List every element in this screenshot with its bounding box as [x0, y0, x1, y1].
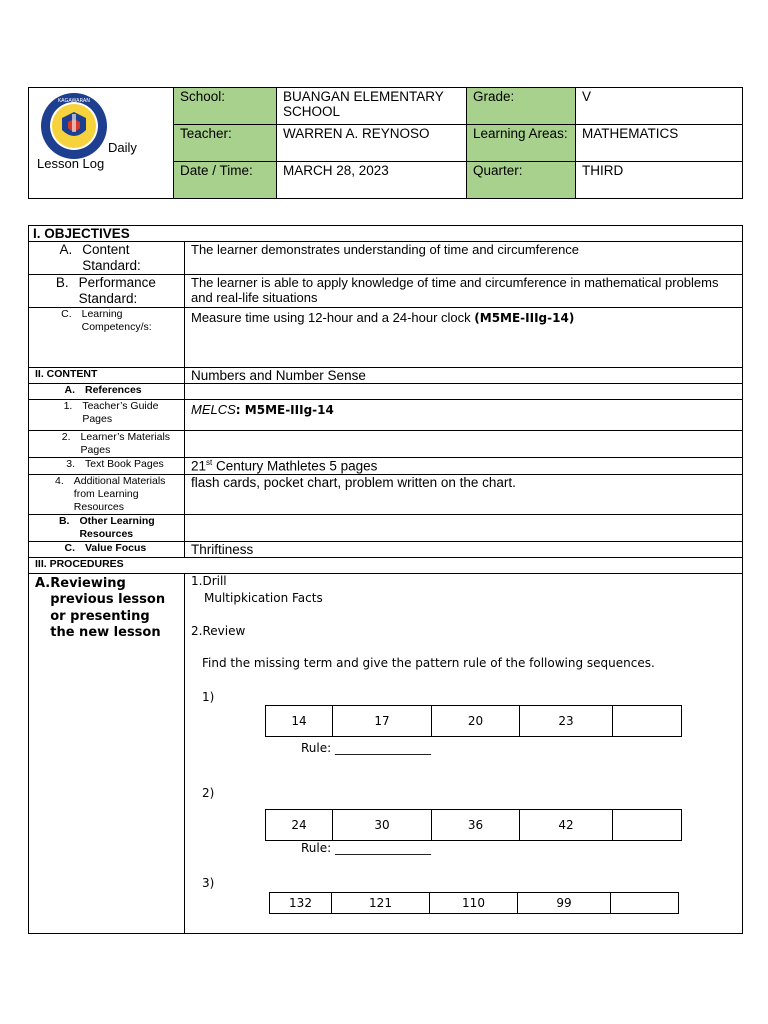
- content-value: Numbers and Number Sense: [185, 368, 743, 384]
- sequence-3-table: [269, 892, 679, 914]
- additional-materials-number: 4.: [55, 474, 64, 487]
- sequence-3-term-3: 110: [430, 892, 518, 913]
- deped-seal-logo: [40, 92, 108, 160]
- additional-materials-label: Additional Materials from Learning Resources: [73, 474, 166, 513]
- learning-competency-letter: C.: [61, 308, 72, 320]
- sequence-2-term-3: 36: [432, 809, 520, 840]
- textbook-pages-value-cell: [185, 458, 743, 475]
- date-label: Date / Time:: [174, 162, 277, 199]
- other-resources-label-cell: [29, 514, 185, 541]
- procedures-heading: III. PROCEDURES: [29, 557, 743, 573]
- learners-materials-number: 2.: [61, 431, 71, 443]
- learning-competency-label: Learning Competency/s:: [81, 308, 152, 333]
- grade-value: V: [576, 88, 743, 125]
- content-standard-label-cell: [29, 242, 185, 275]
- reviewing-lesson-letter: A.: [35, 575, 51, 591]
- lesson-plan-table: [28, 225, 743, 934]
- learning-areas-value: MATHEMATICS: [576, 125, 743, 162]
- references-value: [185, 384, 743, 400]
- sequence-2-term-1: 24: [266, 809, 333, 840]
- content-heading: II. CONTENT: [29, 368, 185, 384]
- sequence-2-label: 2): [202, 785, 215, 800]
- teachers-guide-value-code: : M5ME-IIIg-14: [235, 403, 334, 417]
- value-focus-label-cell: [29, 541, 185, 557]
- learning-competency-value: Measure time using 12-hour and a 24-hour clock: [191, 310, 475, 325]
- teacher-label: Teacher:: [174, 125, 277, 162]
- other-resources-value: [185, 514, 743, 541]
- learning-competency-label-cell: [29, 308, 185, 368]
- reviewing-lesson-label-cell: [29, 573, 185, 933]
- sequence-3-label: 3): [202, 875, 215, 890]
- textbook-pages-number: 3.: [66, 458, 75, 470]
- performance-standard-value: The learner is able to apply knowledge of time and circumference in mathematical problems and real-life situations: [185, 275, 743, 308]
- sequence-1-label: 1): [202, 689, 215, 704]
- sequence-1-term-4: 23: [520, 705, 613, 736]
- header-table: [28, 87, 743, 199]
- sequence-1-missing-term[interactable]: [613, 705, 682, 736]
- learning-competency-code: (M5ME-IIIg-14): [474, 311, 575, 325]
- additional-materials-value: flash cards, pocket chart, problem written on the chart.: [185, 474, 743, 514]
- other-resources-letter: B.: [58, 514, 70, 527]
- content-standard-value: The learner demonstrates understanding of time and circumference: [185, 242, 743, 275]
- reviewing-lesson-label: Reviewing previous lesson or presenting the new lesson: [50, 575, 166, 640]
- references-letter: A.: [64, 384, 75, 396]
- other-resources-label: Other Learning Resources: [79, 514, 155, 540]
- objectives-heading: I. OBJECTIVES: [29, 226, 743, 242]
- additional-materials-label-cell: [29, 474, 185, 514]
- sequence-3-term-1: 132: [270, 892, 332, 913]
- learners-materials-label-cell: [29, 431, 185, 458]
- learners-materials-label: Learner’s Materials Pages: [80, 431, 171, 456]
- teacher-value: WARREN A. REYNOSO: [277, 125, 467, 162]
- quarter-label: Quarter:: [467, 162, 576, 199]
- textbook-pages-sup: st: [206, 458, 213, 467]
- review-heading: 2.Review: [191, 623, 246, 638]
- sequence-3-term-4: 99: [518, 892, 611, 913]
- value-focus-letter: C.: [64, 541, 75, 554]
- learners-materials-value: [185, 431, 743, 458]
- date-value: MARCH 28, 2023: [277, 162, 467, 199]
- sequence-2-rule[interactable]: Rule: ________________: [301, 840, 431, 855]
- textbook-pages-label: Text Book Pages: [85, 458, 164, 470]
- sequence-1-term-1: 14: [266, 705, 333, 736]
- sequence-1-term-3: 20: [432, 705, 520, 736]
- references-label-cell: [29, 384, 185, 400]
- textbook-pages-value: Century Mathletes 5 pages: [212, 458, 378, 474]
- textbook-pages-number-value: 21: [191, 458, 207, 474]
- grade-label: Grade:: [467, 88, 576, 125]
- sequence-2-table: [265, 809, 682, 841]
- sequence-3-missing-term[interactable]: [611, 892, 679, 913]
- value-focus-value: Thriftiness: [185, 541, 743, 557]
- svg-text:KAGAWARAN: KAGAWARAN: [57, 98, 91, 104]
- teachers-guide-value-italic: MELCS: [191, 402, 236, 417]
- lesson-log-title-line1: Daily: [108, 140, 137, 155]
- content-standard-letter: A.: [59, 242, 73, 257]
- review-instruction: Find the missing term and give the pattern rule of the following sequences.: [202, 655, 655, 670]
- teachers-guide-value-cell: [185, 400, 743, 431]
- reviewing-lesson-content-cell: [185, 573, 743, 933]
- school-value: BUANGAN ELEMENTARY SCHOOL: [277, 88, 467, 125]
- drill-heading: 1.Drill: [191, 573, 227, 588]
- performance-standard-label-cell: [29, 275, 185, 308]
- sequence-1-table: [265, 705, 682, 737]
- teachers-guide-number: 1.: [63, 400, 73, 412]
- sequence-2-term-4: 42: [520, 809, 613, 840]
- logo-title-cell: [29, 88, 174, 199]
- quarter-value: THIRD: [576, 162, 743, 199]
- sequence-3-term-2: 121: [332, 892, 430, 913]
- drill-item: Multipkication Facts: [204, 590, 323, 605]
- teachers-guide-label-cell: [29, 400, 185, 431]
- teachers-guide-label: Teacher’s Guide Pages: [82, 400, 159, 425]
- performance-standard-letter: B.: [55, 275, 69, 290]
- learning-areas-label: Learning Areas:: [467, 125, 576, 162]
- sequence-1-rule[interactable]: Rule: ________________: [301, 740, 431, 755]
- sequence-1-term-2: 17: [333, 705, 432, 736]
- sequence-2-missing-term[interactable]: [613, 809, 682, 840]
- content-standard-label: Content Standard:: [82, 242, 141, 273]
- sequence-2-term-2: 30: [333, 809, 432, 840]
- textbook-pages-label-cell: [29, 458, 185, 475]
- school-label: School:: [174, 88, 277, 125]
- learning-competency-value-cell: [185, 308, 743, 368]
- references-label: References: [85, 384, 142, 396]
- performance-standard-label: Performance Standard:: [78, 275, 156, 306]
- lesson-log-title-line2: Lesson Log: [37, 156, 105, 171]
- value-focus-label: Value Focus: [85, 541, 147, 554]
